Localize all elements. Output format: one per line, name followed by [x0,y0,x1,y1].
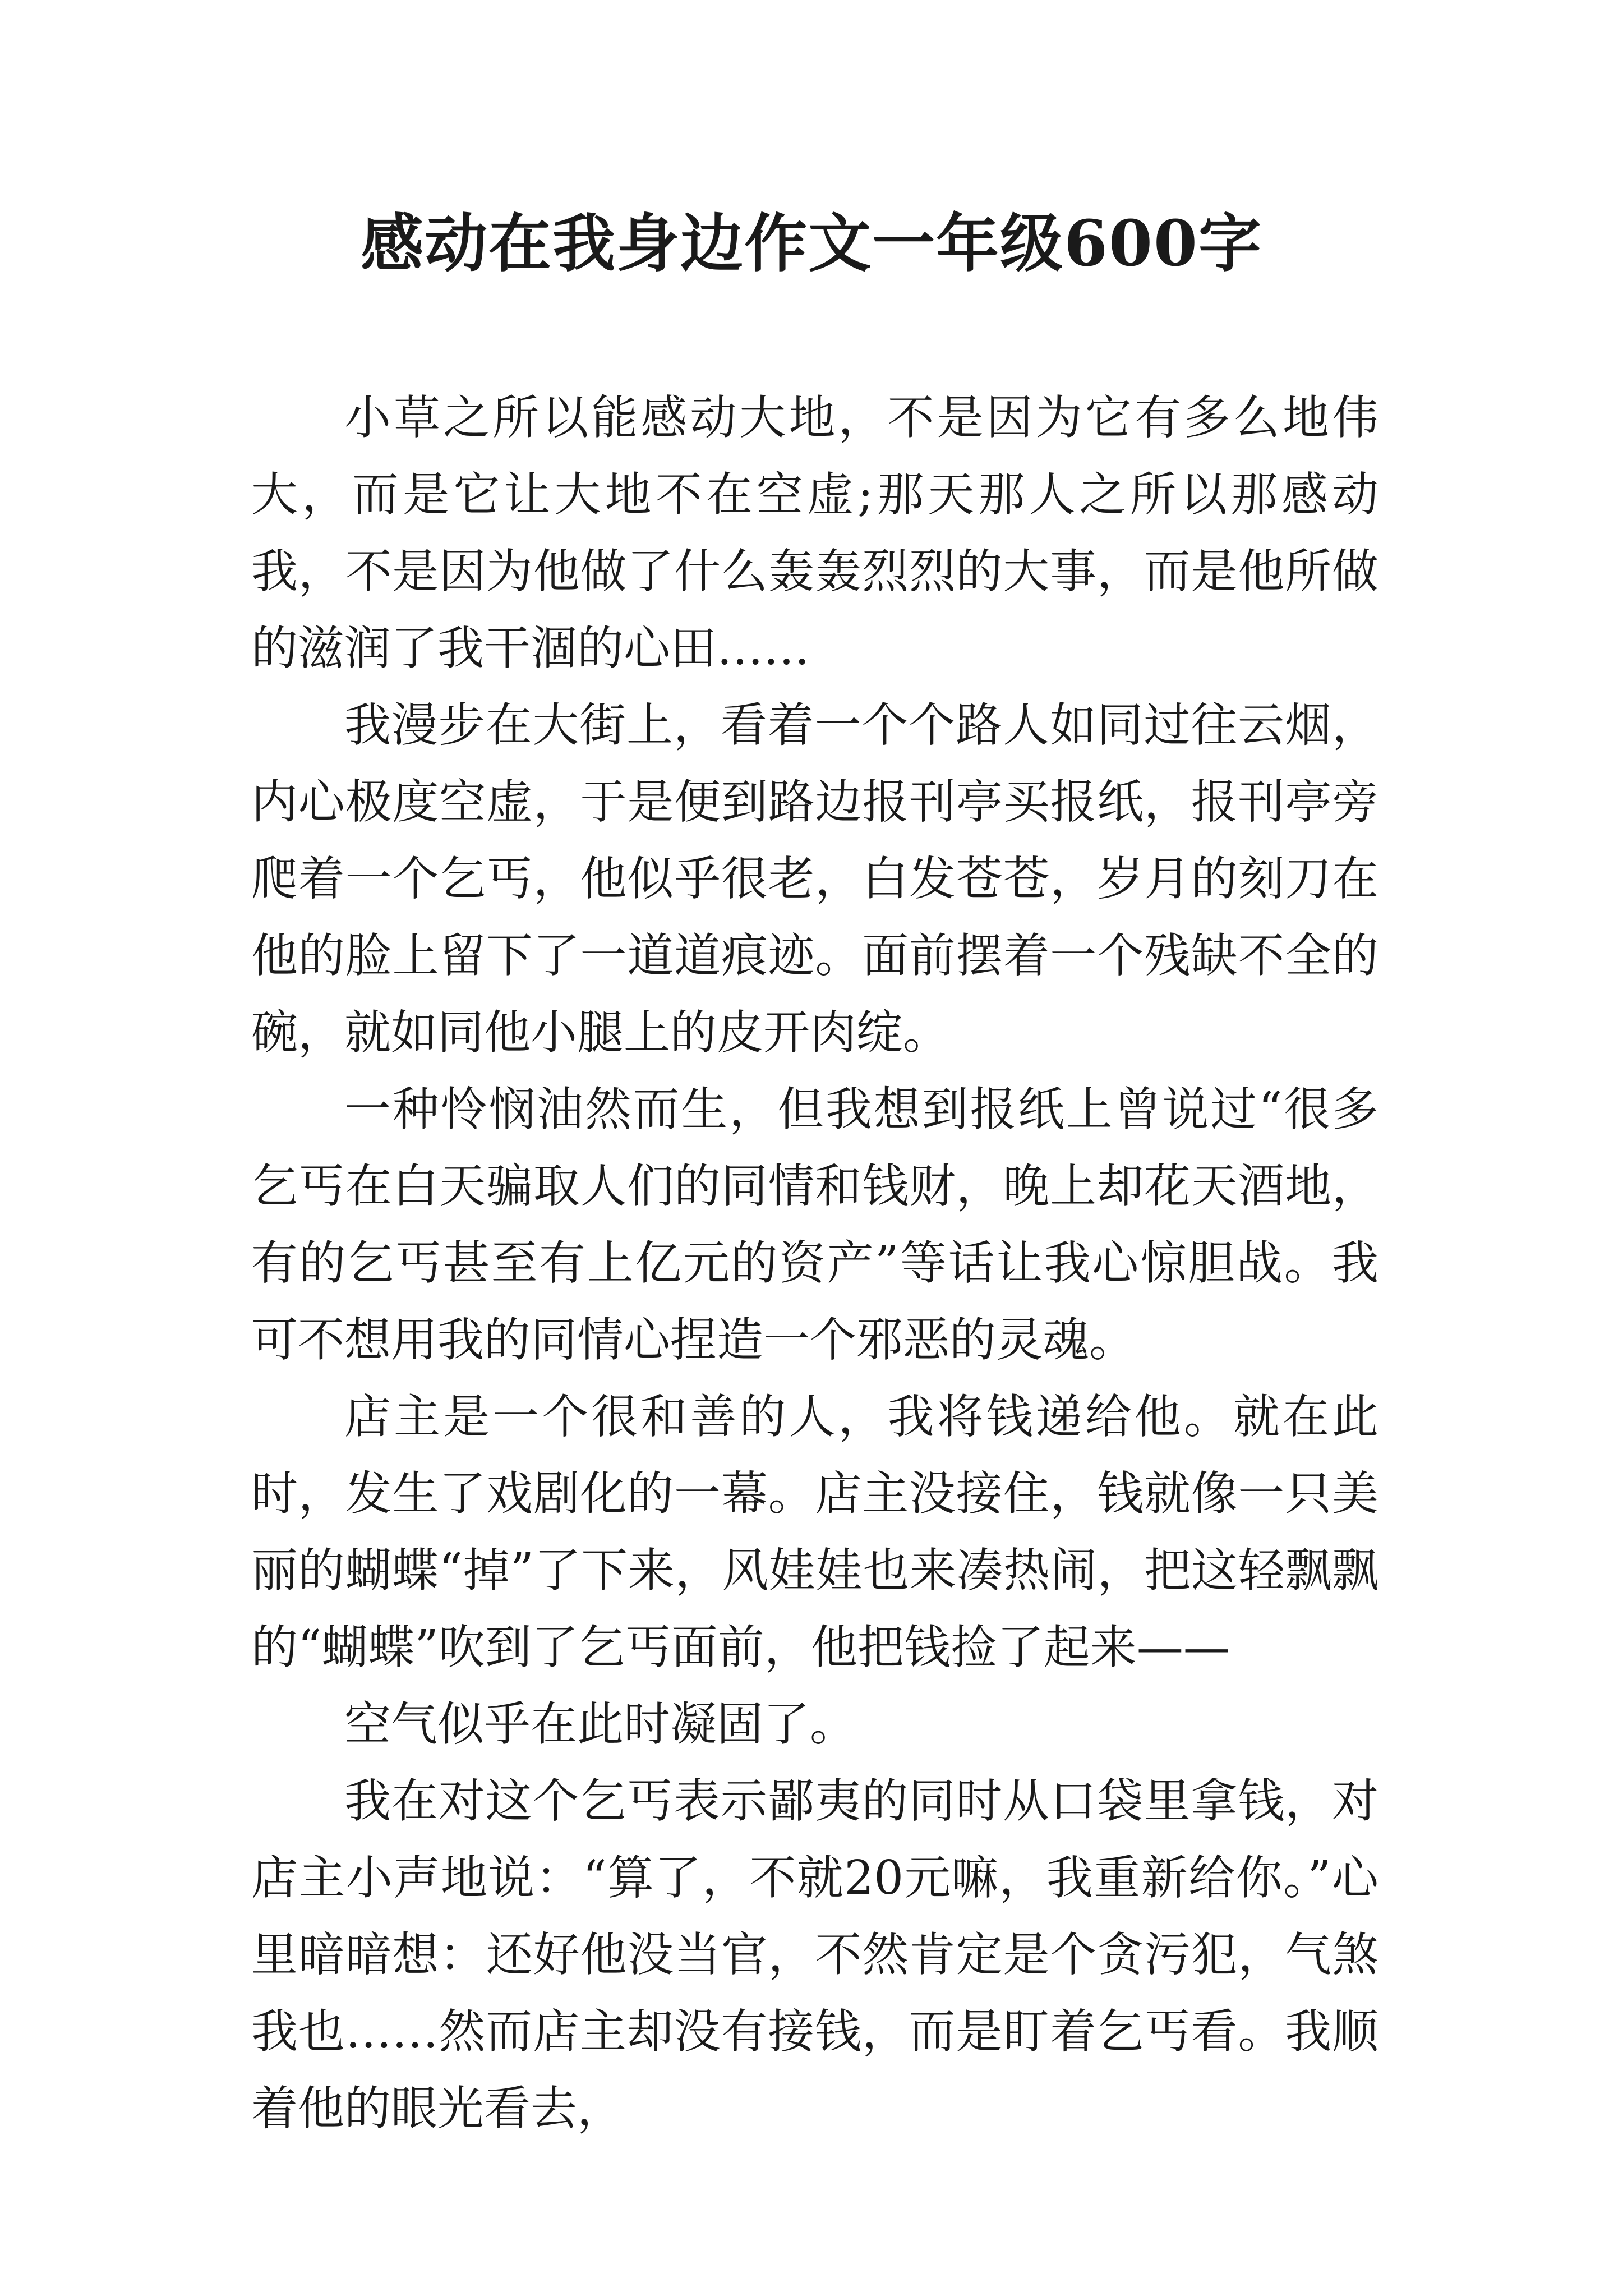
paragraph-1: 小草之所以能感动大地，不是因为它有多么地伟大，而是它让大地不在空虚;那天那人之所以那感动我，不是因为他做了什么轰轰烈烈的大事，而是他所做的滋润了我干涸的心田…… [251,390,1378,675]
document-title: 感动在我身边作文一年级600字 [361,207,1262,280]
paragraph-6: 我在对这个乞丐表示鄙夷的同时从口袋里拿钱，对店主小声地说：“算了，不就20元嘛，我重新给你。”心里暗暗想：还好他没当官，不然肯定是个贪污犯，气煞我也……然而店主却没有接钱，而是盯着乞丐看。我顺着他的眼光看去， [251,1774,1378,2136]
paragraph-5: 空气似乎在此时凝固了。 [344,1697,856,1751]
paragraph-4: 店主是一个很和善的人，我将钱递给他。就在此时，发生了戏剧化的一幕。店主没接住，钱就像一只美丽的蝴蝶“掉”了下来，风娃娃也来凑热闹，把这轻飘飘的“蝴蝶”吹到了乞丐面前，他把钱捡了起来—— [251,1389,1378,1674]
paragraph-3: 一种怜悯油然而生，但我想到报纸上曾说过“很多乞丐在白天骗取人们的同情和钱财，晚上却花天酒地，有的乞丐甚至有上亿元的资产”等话让我心惊胆战。我可不想用我的同情心捏造一个邪恶的灵魂。 [251,1082,1378,1367]
paragraph-2: 我漫步在大街上，看着一个个路人如同过往云烟，内心极度空虚，于是便到路边报刊亭买报纸，报刊亭旁爬着一个乞丐，他似乎很老，白发苍苍，岁月的刻刀在他的脸上留下了一道道痕迹。面前摆着一个残缺不全的碗，就如同他小腿上的皮开肉绽。 [251,698,1378,1060]
document-body [251,379,1378,2147]
